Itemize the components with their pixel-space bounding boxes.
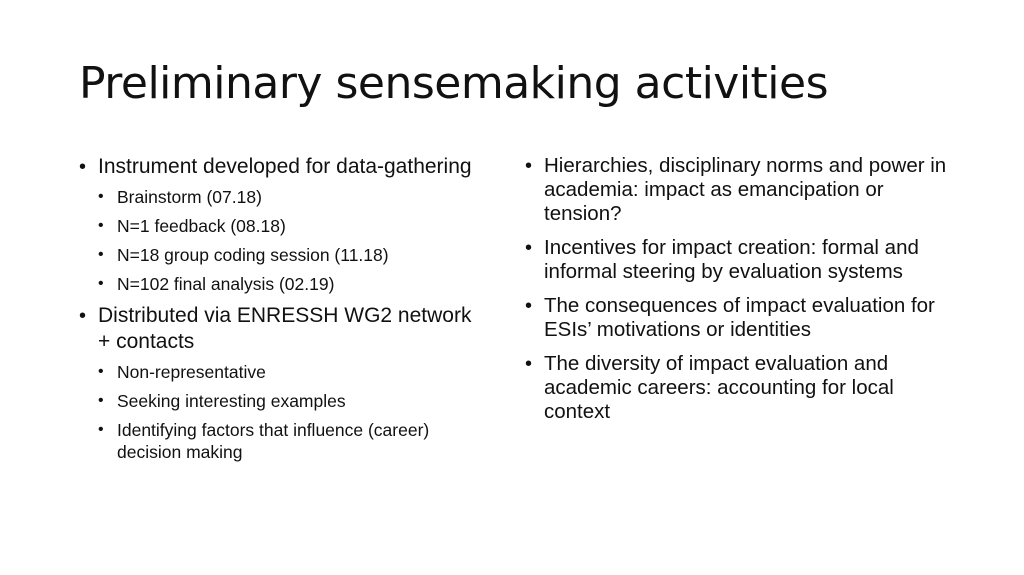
sub-bullet-item: • Identifying factors that influence (career) decision making xyxy=(98,419,479,463)
bullet-item xyxy=(79,303,479,463)
sub-bullet-item: • N=1 feedback (08.18) xyxy=(98,215,479,237)
sub-bullet-item: • Seeking interesting examples xyxy=(98,390,479,412)
bullet-text: Instrument developed for data-gathering xyxy=(98,155,472,178)
bullet-text: Distributed via ENRESSH WG2 network + contacts xyxy=(98,304,472,353)
sub-bullet-item: • Non-representative xyxy=(98,361,479,383)
bullet-item: • The consequences of impact evaluation for ESIs’ motivations or identities xyxy=(525,294,965,342)
sub-bullet-item: • N=102 final analysis (02.19) xyxy=(98,273,479,295)
slide-title: Preliminary sensemaking activities xyxy=(79,58,829,109)
right-bullet-list xyxy=(525,154,965,424)
bullet-item xyxy=(79,154,479,295)
bullet-item: • Incentives for impact creation: formal and informal steering by evaluation systems xyxy=(525,236,965,284)
left-column xyxy=(79,154,479,471)
sub-bullet-list xyxy=(98,361,479,463)
sub-bullet-item: • N=18 group coding session (11.18) xyxy=(98,244,479,266)
right-column xyxy=(525,154,965,434)
sub-bullet-item: • Brainstorm (07.18) xyxy=(98,186,479,208)
left-bullet-list xyxy=(79,154,479,463)
bullet-item: • Hierarchies, disciplinary norms and power in academia: impact as emancipation or tension? xyxy=(525,154,965,226)
bullet-item: • The diversity of impact evaluation and academic careers: accounting for local context xyxy=(525,352,965,424)
sub-bullet-list xyxy=(98,186,479,295)
